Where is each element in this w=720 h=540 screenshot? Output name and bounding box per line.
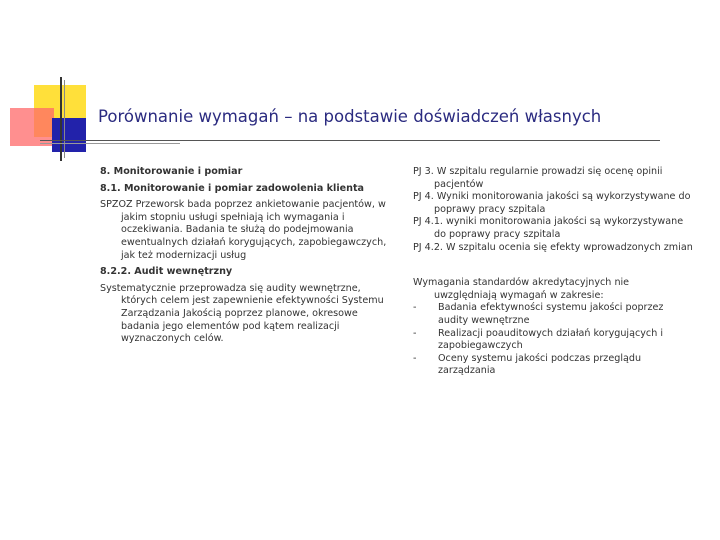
pj-item: PJ 4.1. wyniki monitorowania jakości są wykorzystywane do poprawy pracy szpitala — [413, 216, 684, 240]
paragraph-survey: SPZOZ Przeworsk bada poprzez ankietowanie pacjentów, w jakim stopniu usługi spełniają ich wymagania i oczekiwania. Badania te służą do podejmowania ewentualnych działań korygujących, zapobiegawczych, jak też modernizacji usług — [100, 199, 387, 261]
title-underline-accent — [40, 143, 180, 144]
list-item-text: Badania efektywności systemu jakości poprzez audity wewnętrzne — [438, 302, 664, 326]
list-item — [413, 328, 695, 353]
heading-internal-audit: 8.2.2. Audit wewnętrzny — [100, 266, 233, 278]
left-column — [100, 166, 392, 346]
heading-monitoring: 8. Monitorowanie i pomiar — [100, 166, 243, 177]
list-item-text: Realizacji poauditowych działań korygujących i zapobiegawczych — [438, 327, 663, 352]
slide-title: Porównanie wymagań – na podstawie doświadczeń własnych — [98, 107, 602, 126]
bullet-marker: - — [413, 352, 417, 364]
title-underline — [40, 140, 660, 141]
bullet-marker: - — [413, 327, 417, 339]
list-item — [413, 353, 695, 378]
heading-client-satisfaction: 8.1. Monitorowanie i pomiar zadowolenia klienta — [100, 182, 365, 194]
decor-blue-square — [52, 118, 86, 152]
list-item-text: Oceny systemu jakości podczas przeglądu zarządzania — [438, 352, 642, 377]
pj-item: PJ 3. W szpitalu regularnie prowadzi się ocenę opinii pacjentów — [413, 166, 663, 190]
pj-item: PJ 4. Wyniki monitorowania jakości są wykorzystywane do poprawy pracy szpitala — [413, 191, 691, 215]
standards-intro: Wymagania standardów akredytacyjnych nie uwzględniają wymagań w zakresie: — [413, 277, 630, 301]
list-item — [413, 302, 695, 327]
pj-item: PJ 4.2. W szpitalu ocenia się efekty wprowadzonych zmian — [413, 241, 693, 253]
paragraph-audit: Systematycznie przeprowadza się audity wewnętrzne, których celem jest zapewnienie efektywności Systemu Zarządzania Jakością poprzez planowe, okresowe badania jego elementów pod kątem realizacji wyznaczonych celów. — [100, 282, 384, 345]
bullet-marker: - — [413, 302, 417, 314]
decor-vertical-line-thin — [64, 80, 65, 158]
right-column — [413, 166, 695, 378]
decor-vertical-line — [60, 77, 62, 161]
